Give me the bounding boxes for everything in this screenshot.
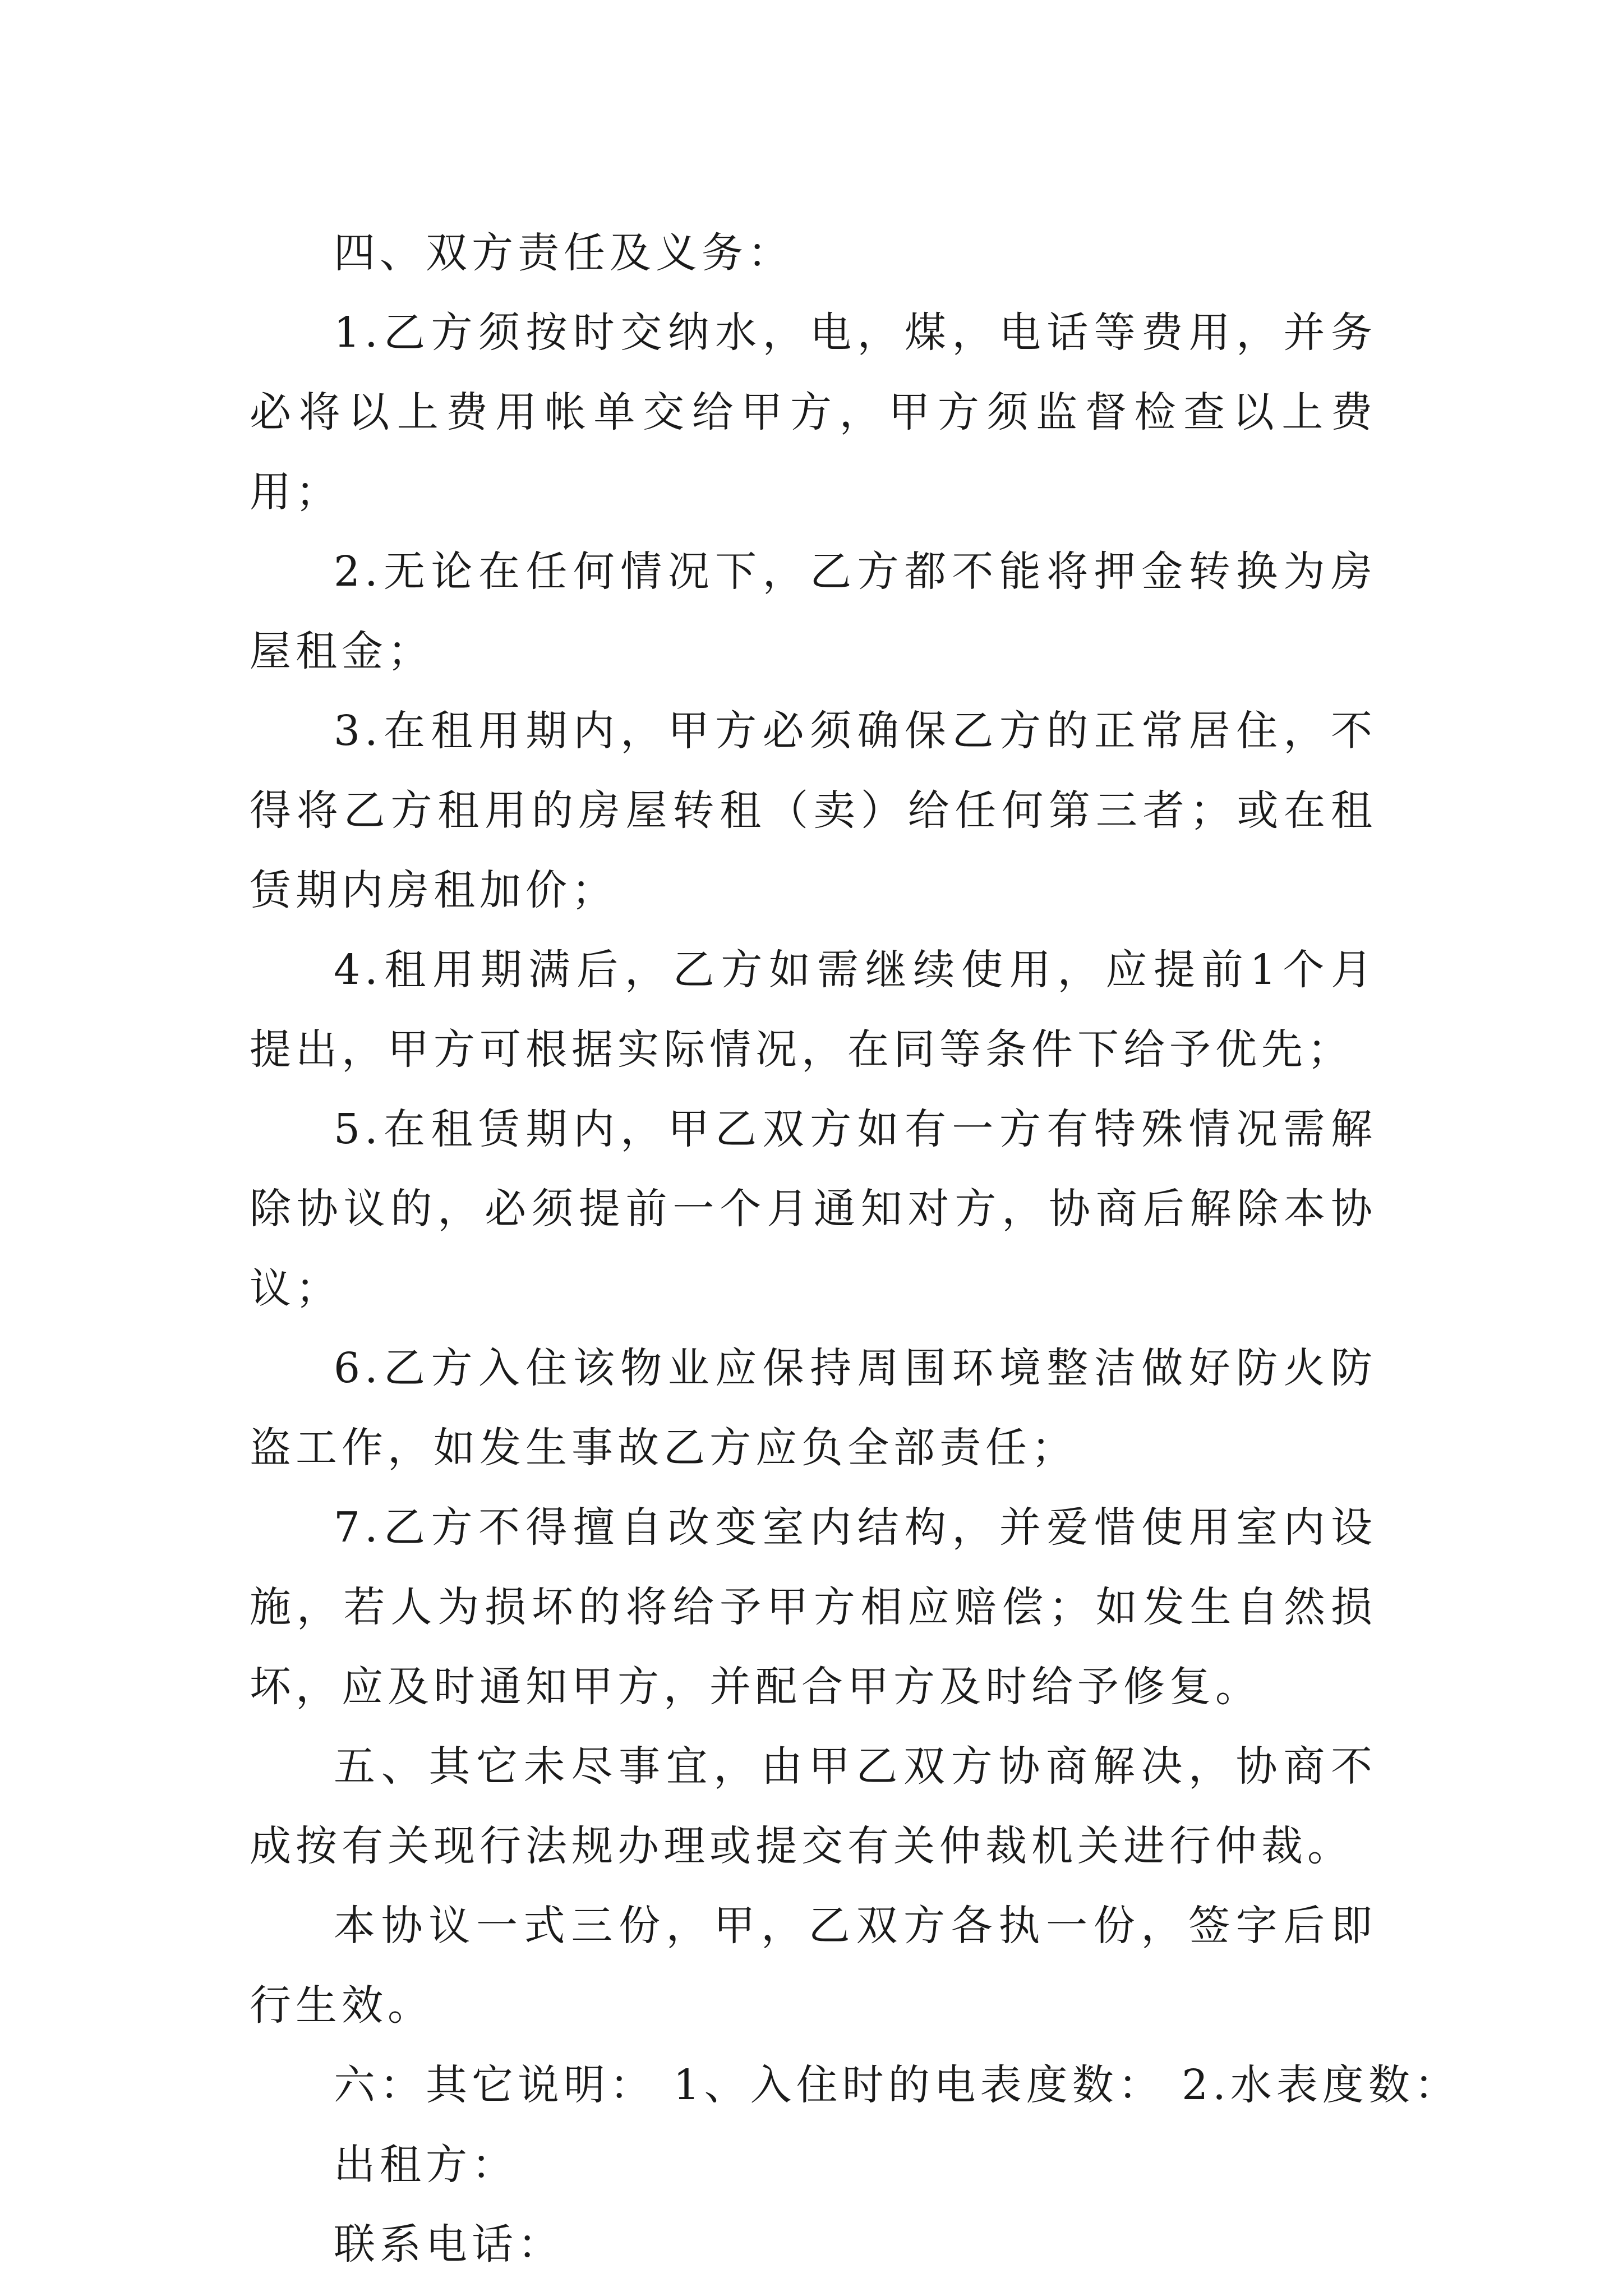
section-four-heading: 四、双方责任及义务： xyxy=(334,229,794,277)
lessor-label: 出租方： xyxy=(334,2141,518,2189)
document-body xyxy=(250,213,1460,2284)
clause-7: 7.乙方不得擅自改变室内结构，并爱惜使用室内设施，若人为损坏的将给予甲方相应赔偿；如发生自然损坏，应及时通知甲方，并配合甲方及时给予修复。 xyxy=(250,1503,1377,1711)
clause-6: 6.乙方入住该物业应保持周围环境整洁做好防火防盗工作，如发生事故乙方应负全部责任； xyxy=(250,1344,1377,1472)
clause-3: 3.在租用期内，甲方必须确保乙方的正常居住，不得将乙方租用的房屋转租（卖）给任何第三者；或在租赁期内房租加价； xyxy=(250,707,1377,914)
phone-label: 联系电话： xyxy=(334,2220,564,2269)
copies-clause: 本协议一式三份，甲，乙双方各执一份，签字后即行生效。 xyxy=(250,1902,1377,2030)
clause-2: 2.无论在任何情况下，乙方都不能将押金转换为房屋租金； xyxy=(250,547,1377,675)
other-notes: 六：其它说明： 1、入住时的电表度数： 2.水表度数： xyxy=(334,2061,1460,2109)
section-five: 五、其它未尽事宜，由甲乙双方协商解决，协商不成按有关现行法规办理或提交有关仲裁机关进行仲裁。 xyxy=(250,1742,1377,1870)
clause-1: 1.乙方须按时交纳水，电，煤，电话等费用，并务必将以上费用帐单交给甲方，甲方须监督检查以上费用； xyxy=(250,309,1377,516)
clause-5: 5.在租赁期内，甲乙双方如有一方有特殊情况需解除协议的，必须提前一个月通知对方，协商后解除本协议； xyxy=(250,1105,1377,1313)
clause-4: 4.租用期满后，乙方如需继续使用，应提前1个月提出，甲方可根据实际情况，在同等条件下给予优先； xyxy=(250,946,1377,1074)
